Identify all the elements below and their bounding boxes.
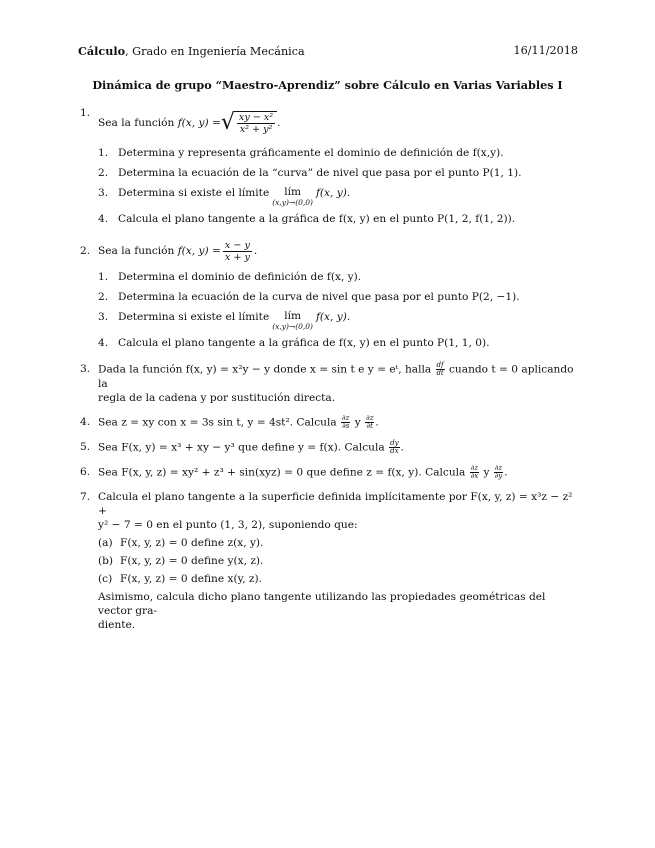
course-name [78,44,305,58]
problem-intro: Sea la función [98,117,175,129]
subitem-text: F(x, y, z) = 0 define x(y, z). [120,573,263,585]
problem-text: y [354,416,361,429]
problem-text: . [400,441,404,454]
subitem-text: Determina si existe el límite [118,311,270,323]
fraction-numerator: df [436,361,444,369]
fraction-numerator: ∂z [366,414,374,422]
header-date: 16/11/2018 [513,44,578,57]
problem-text: . [504,466,508,479]
subitem [98,146,578,160]
fraction-numerator: ∂z [494,464,503,472]
fraction-denominator: ∂y [494,472,503,480]
fraction-denominator: ∂t [366,422,373,430]
subitem [98,166,578,180]
subitem-number: 2. [98,167,109,179]
subitem-number: (b) [98,555,114,567]
subitem-text: F(x, y, z) = 0 define y(x, z). [120,555,264,567]
subitem-number: 4. [98,337,109,349]
problem-text: Asimismo, calcula dicho plano tangente utilizando las propiedades geométricas del vector gra- [98,591,546,617]
problem-text: y [483,466,490,479]
subitem [98,572,578,586]
derivative-fraction [436,362,445,377]
limit-operator [272,310,313,332]
fraction-numerator: ∂z [342,414,350,422]
derivative-fraction [389,440,399,455]
subitem [98,212,578,226]
subitem-text: Determina si existe el límite [118,187,270,199]
problem-4 [78,415,578,430]
subitem-text: Calcula el plano tangente a la gráfica de f(x, y) en el punto P(1, 1, 0). [118,337,490,349]
problem-text: Dada la función f(x, y) = x²y − y donde x = sin t e y = eᵗ, halla [98,363,432,376]
limit-subscript: (x,y)→(0,0) [272,198,313,207]
problem-text: Sea F(x, y) = x³ + xy − y³ que define y = f(x). Calcula [98,441,385,454]
fraction-denominator: dt [436,369,444,377]
subitem [98,310,578,334]
radical-sign: √ [220,110,235,135]
subitem-text: Calcula el plano tangente a la gráfica de f(x, y) en el punto P(1, 2, f(1, 2)). [118,213,516,225]
subitem-number: (a) [98,537,113,549]
problem-number: 2. [80,245,91,257]
fraction-numerator: x − y [224,239,250,251]
problem-2: 2. Sea la función f(x, y) = $\frac{x - y}{x + y}$ . 1. Determina el dominio de definición de f(x, y). 2. Determina la ecuación de la curva de nivel que pasa por el punto P(2, −1). 3. Determina si existe el límite lím (x,y)→(0,0) f(x, y). 4. Calcula el plano tangente a la gráfica de f(x, y) en el punto P(1, 1, 0). [78,238,578,350]
document-title: Dinámica de grupo “Maestro-Aprendiz” sobre Cálculo en Varias Variables I [92,78,563,92]
function-lhs: f(x, y) = [177,245,221,257]
problem-1: 1. Sea la función f(x, y) = √ $\frac{\text{xy − x²}}{\text{x² + y²}}$ . 1. Determina y representa gráficamente el dominio de definición de f(x,y). 2. Determina la ecuación de la “curva” de nivel que pasa por el punto P(1, 1). 3. Determina si existe el límite lím (x,y)→(0,0) f(x, y). 4. Calcula el plano tangente a la gráfica de f(x, y) en el punto P(1, 2, f(1, 2)). [78,106,578,226]
partial-fraction [365,415,374,430]
subitem [98,554,578,568]
problem-number: 3. [80,363,91,375]
function-fraction [237,112,275,135]
subitem-number: (c) [98,573,113,585]
partial-fraction [470,465,479,480]
lim-word: lím [284,310,302,322]
subitem-text: Determina la ecuación de la curva de nivel que pasa por el punto P(2, −1). [118,291,520,303]
page-header [78,44,578,58]
fraction-numerator: dy [390,439,399,447]
problem-number: 1. [80,107,91,119]
problem-number: 6. [80,466,91,478]
subitem-number: 1. [98,147,109,159]
problem-text: diente. [98,619,136,631]
course-bold: Cálculo [78,44,126,58]
sqrt-expression [221,111,277,135]
fraction-denominator: dx [390,447,399,455]
problem-text: y² − 7 = 0 en el punto (1, 3, 2), suponiendo que: [98,519,358,531]
subitem-text: F(x, y, z) = 0 define z(x, y). [120,537,264,549]
fraction-denominator: ∂x [470,472,479,480]
partial-fraction [494,465,503,480]
subitem [98,186,578,210]
subitem-number: 2. [98,291,109,303]
fraction-numerator: ∂z [470,464,479,472]
limit-subscript: (x,y)→(0,0) [272,322,313,331]
problem-text: regla de la cadena y por sustitución directa. [98,392,336,404]
subitem [98,270,578,284]
problem-7 [78,490,578,632]
problem-number: 4. [80,416,91,428]
subitem-text: Determina y representa gráficamente el dominio de definición de f(x,y). [118,147,504,159]
problem-5 [78,440,578,455]
problem-intro: Sea la función [98,245,175,257]
subitem-number: 3. [98,187,109,199]
course-rest: , Grado en Ingeniería Mecánica [125,45,305,58]
subitem [98,290,578,304]
partial-fraction [341,415,350,430]
problem-text: Sea z = xy con x = 3s sin t, y = 4st². Calcula [98,416,337,429]
fraction-numerator: xy − x² [238,112,274,123]
lim-word: lím [284,186,302,198]
fraction-denominator: x + y [224,251,250,263]
function-lhs: f(x, y) = [177,117,221,129]
subitem-number: 4. [98,213,109,225]
problem-text: . [375,416,379,429]
subitem-number: 3. [98,311,109,323]
subitem-number: 1. [98,271,109,283]
subitem-text: Determina la ecuación de la “curva” de nivel que pasa por el punto P(1, 1). [118,167,522,179]
problem-text: cuando t = 0 aplicando la [98,363,574,390]
fraction-denominator: ∂s [342,422,350,430]
problem-3 [78,362,578,405]
subitem [98,536,578,550]
subitem-text: Determina el dominio de definición de f(x, y). [118,271,362,283]
subitem-text-after: f(x, y). [316,187,351,199]
problem-number: 7. [80,491,91,503]
subitem-text-after: f(x, y). [316,311,351,323]
fraction-denominator: x² + y² [239,124,273,135]
limit-operator [272,186,313,208]
subitem [98,336,578,350]
problem-text: Sea F(x, y, z) = xy² + z³ + sin(xyz) = 0 que define z = f(x, y). Calcula [98,466,466,479]
problem-list [78,100,578,632]
problem-6 [78,465,578,480]
problem-number: 5. [80,441,91,453]
problem-text: Calcula el plano tangente a la superficie definida implícitamente por F(x, y, z) = x³z − z² + [98,491,573,517]
function-fraction [223,240,252,263]
